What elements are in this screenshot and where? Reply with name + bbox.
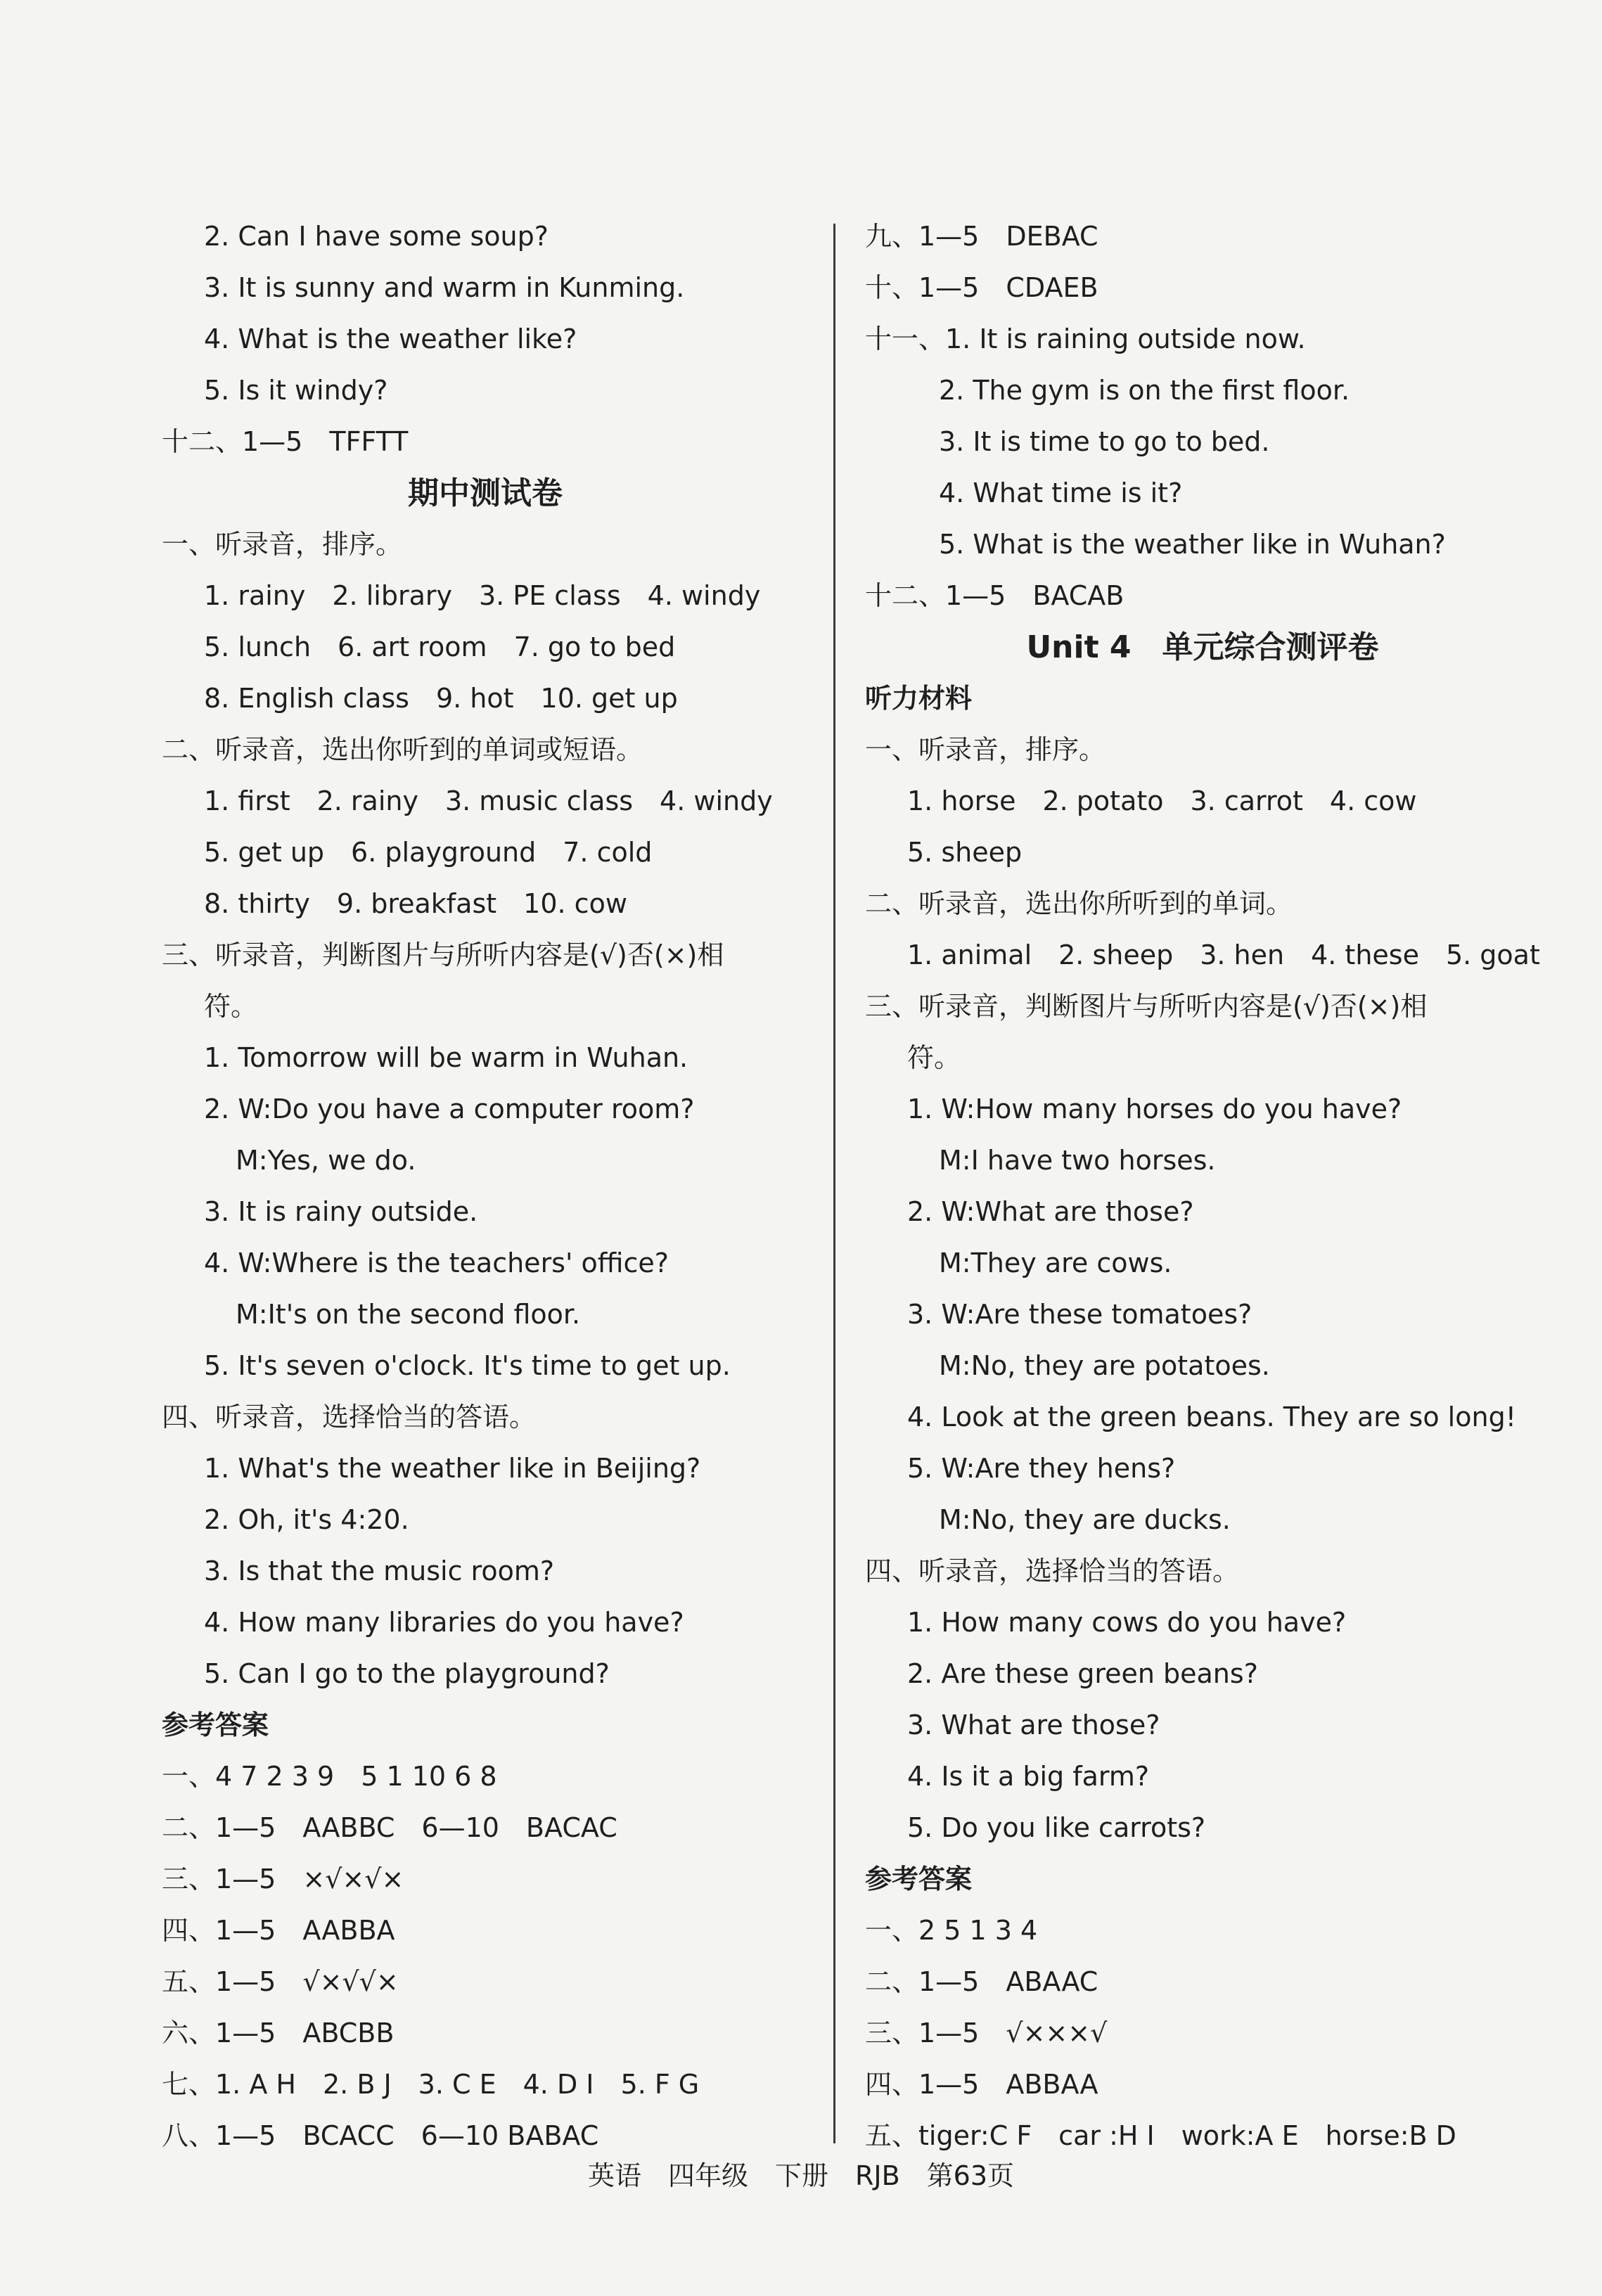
- text-line: 5. Is it windy?: [204, 375, 388, 406]
- text-line: 3. What are those?: [907, 1710, 1160, 1740]
- text-line: 六、1—5 ABCBB: [162, 2018, 395, 2048]
- text-line: 符。: [204, 991, 258, 1022]
- text-line: 2. W:What are those?: [907, 1196, 1194, 1227]
- text-line: 5. lunch 6. art room 7. go to bed: [204, 631, 676, 662]
- text-line: 5. get up 6. playground 7. cold: [204, 837, 653, 868]
- text-line: 四、1—5 ABBAA: [865, 2069, 1098, 2100]
- section-heading: 参考答案: [865, 1864, 973, 1894]
- text-line: 1. How many cows do you have?: [907, 1607, 1347, 1638]
- text-line: 5. W:Are they hens?: [907, 1453, 1176, 1484]
- text-line: 1. Tomorrow will be warm in Wuhan.: [204, 1042, 688, 1073]
- text-line: M:I have two horses.: [939, 1145, 1216, 1176]
- text-line: 5. Can I go to the playground?: [204, 1658, 610, 1689]
- text-line: 一、4 7 2 3 9 5 1 10 6 8: [162, 1761, 497, 1792]
- text-line: 8. English class 9. hot 10. get up: [204, 683, 678, 714]
- text-line: 二、听录音，选出你所听到的单词。: [865, 888, 1293, 919]
- text-line: 1. W:How many horses do you have?: [907, 1094, 1402, 1124]
- text-line: 一、听录音，排序。: [162, 529, 403, 560]
- text-line: 七、1. A H 2. B J 3. C E 4. D I 5. F G: [162, 2069, 700, 2100]
- text-line: 1. animal 2. sheep 3. hen 4. these 5. goat: [907, 939, 1540, 970]
- text-line: 十一、1. It is raining outside now.: [865, 323, 1306, 354]
- text-line: 8. thirty 9. breakfast 10. cow: [204, 888, 627, 919]
- left-column: [162, 211, 809, 2162]
- text-line: 九、1—5 DEBAC: [865, 221, 1098, 252]
- text-line: 一、听录音，排序。: [865, 734, 1106, 765]
- text-line: 2. Can I have some soup?: [204, 221, 549, 252]
- right-column: [865, 211, 1540, 2162]
- text-line: 二、听录音，选出你听到的单词或短语。: [162, 734, 643, 765]
- section-heading: 听力材料: [865, 683, 973, 714]
- text-line: 3. W:Are these tomatoes?: [907, 1299, 1252, 1330]
- text-line: 五、1—5 √×√√×: [162, 1966, 399, 1997]
- section-title: 期中测试卷: [408, 475, 563, 511]
- section-heading: 参考答案: [162, 1710, 269, 1740]
- text-line: 二、1—5 ABAAC: [865, 1966, 1098, 1997]
- text-line: 二、1—5 AABBC 6—10 BACAC: [162, 1812, 617, 1843]
- text-line: 八、1—5 BCACC 6—10 BABAC: [162, 2120, 599, 2151]
- text-line: 四、听录音，选择恰当的答语。: [162, 1402, 537, 1432]
- text-line: 4. How many libraries do you have?: [204, 1607, 684, 1638]
- text-line: 4. What time is it?: [939, 477, 1183, 508]
- text-line: 一、2 5 1 3 4: [865, 1915, 1038, 1946]
- section-title: Unit 4 单元综合测评卷: [1026, 629, 1379, 665]
- page-footer: 英语 四年级 下册 RJB 第63页: [587, 2160, 1015, 2191]
- text-line: 符。: [907, 1042, 961, 1073]
- text-line: 三、1—5 ×√×√×: [162, 1864, 404, 1894]
- text-line: 五、tiger:C F car :H I work:A E horse:B D: [865, 2120, 1456, 2151]
- text-line: 4. W:Where is the teachers' office?: [204, 1248, 669, 1278]
- text-line: 三、听录音，判断图片与所听内容是(√)否(×)相: [162, 939, 724, 970]
- text-line: M:It's on the second floor.: [236, 1299, 581, 1330]
- text-line: 3. It is sunny and warm in Kunming.: [204, 272, 685, 303]
- text-line: 2. Are these green beans?: [907, 1658, 1258, 1689]
- text-line: 2. W:Do you have a computer room?: [204, 1094, 695, 1124]
- text-line: 5. Do you like carrots?: [907, 1812, 1206, 1843]
- text-line: 3. It is rainy outside.: [204, 1196, 478, 1227]
- column-divider: [833, 224, 835, 2143]
- text-line: 5. sheep: [907, 837, 1023, 868]
- text-line: 4. Look at the green beans. They are so long!: [907, 1402, 1516, 1432]
- text-line: 4. Is it a big farm?: [907, 1761, 1150, 1792]
- text-line: 十二、1—5 BACAB: [865, 580, 1124, 611]
- text-line: 2. Oh, it's 4:20.: [204, 1504, 409, 1535]
- text-line: 3. It is time to go to bed.: [939, 426, 1270, 457]
- text-line: 2. The gym is on the first floor.: [939, 375, 1350, 406]
- text-line: 1. rainy 2. library 3. PE class 4. windy: [204, 580, 761, 611]
- text-line: 1. horse 2. potato 3. carrot 4. cow: [907, 785, 1417, 816]
- text-line: 四、听录音，选择恰当的答语。: [865, 1556, 1240, 1586]
- text-line: 1. What's the weather like in Beijing?: [204, 1453, 701, 1484]
- text-line: M:They are cows.: [939, 1248, 1172, 1278]
- text-line: 1. first 2. rainy 3. music class 4. windy: [204, 785, 773, 816]
- text-line: 十、1—5 CDAEB: [865, 272, 1098, 303]
- text-line: 5. What is the weather like in Wuhan?: [939, 529, 1446, 560]
- text-line: M:No, they are ducks.: [939, 1504, 1231, 1535]
- text-line: 3. Is that the music room?: [204, 1556, 555, 1586]
- text-line: 三、1—5 √×××√: [865, 2018, 1108, 2048]
- text-line: 三、听录音，判断图片与所听内容是(√)否(×)相: [865, 991, 1428, 1022]
- text-line: 4. What is the weather like?: [204, 323, 577, 354]
- text-line: 四、1—5 AABBA: [162, 1915, 395, 1946]
- text-line: M:No, they are potatoes.: [939, 1350, 1270, 1381]
- text-line: 十二、1—5 TFFTT: [162, 426, 409, 457]
- text-line: M:Yes, we do.: [236, 1145, 416, 1176]
- text-line: 5. It's seven o'clock. It's time to get up.: [204, 1350, 731, 1381]
